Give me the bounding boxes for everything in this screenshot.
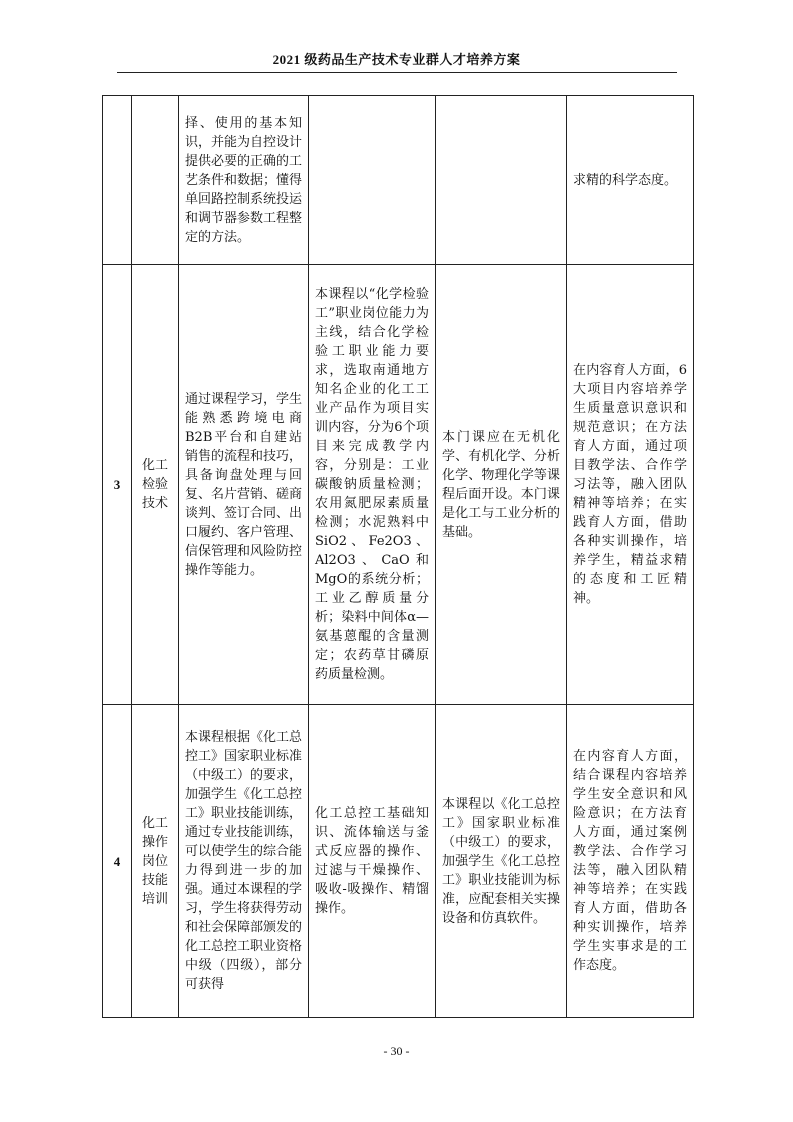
course-goal: 择、使用的基本知识，并能为自控设计提供必要的正确的工艺条件和数据；懂得单回路控制系统投运和调节器参数工程整定的方法。 <box>179 96 309 265</box>
course-goal: 本课程根据《化工总控工》国家职业标准（中级工）的要求，加强学生《化工总控工》职业技能训练，通过专业技能训练，可以使学生的综合能力得到进一步的加强。通过本课程的学习，学生将获得劳动和社会保障部颁发的化工总控工职业资格中级（四级），部分可获得 <box>179 705 309 1018</box>
course-content: 本课程以“化学检验工”职业岗位能力为主线，结合化学检验工职业能力要求，选取南通地方知名企业的化工工业产品作为项目实训内容，分为6个项目来完成教学内容，分别是：工业碳酸钠质量检测；农用氮肥尿素质量检测；水泥熟料中SiO2、Fe2O3、Al2O3、CaO和MgO的系统分析；工业乙醇质量分析；染料中间体α—氨基蒽醌的含量测定；农药草甘磷原药质量检测。 <box>309 265 436 705</box>
curriculum-table <box>102 95 694 1018</box>
course-number: 3 <box>103 265 132 705</box>
course-number: 4 <box>103 705 132 1018</box>
course-name: 化工操作岗位技能培训 <box>132 705 179 1018</box>
table-row <box>103 96 694 265</box>
header-divider <box>117 72 677 73</box>
ideological-education: 在内容育人方面，结合课程内容培养学生安全意识和风险意识；在方法育人方面，通过案例教学法、合作学习法等，融入团队精神等培养；在实践育人方面，借助各种实训操作，培养学生实事求是的工作态度。 <box>567 705 694 1018</box>
teaching-requirement: 本门课应在无机化学、有机化学、分析化学、物理化学等课程后面开设。本门课是化工与工业分析的基础。 <box>436 265 567 705</box>
ideological-education: 在内容育人方面，6大项目内容培养学生质量意识意识和规范意识；在方法育人方面，通过项目教学法、合作学习法等，融入团队精神等培养；在实践育人方面，借助各种实训操作，培养学生，精益求精的态度和工匠精神。 <box>567 265 694 705</box>
page-header-title: 2021 级药品生产技术专业群人才培养方案 <box>272 52 521 67</box>
course-content: 化工总控工基础知识、流体输送与釜式反应器的操作、过滤与干燥操作、吸收-吸操作、精馏操作。 <box>309 705 436 1018</box>
course-number <box>103 96 132 265</box>
teaching-requirement: 本课程以《化工总控工》国家职业标准（中级工）的要求，加强学生《化工总控工》职业技能训为标准，应配套相关实操设备和仿真软件。 <box>436 705 567 1018</box>
course-name <box>132 96 179 265</box>
table-row <box>103 265 694 705</box>
course-name: 化工检验技术 <box>132 265 179 705</box>
page-number: - 30 - <box>383 1044 410 1058</box>
ideological-education: 求精的科学态度。 <box>567 96 694 265</box>
course-goal: 通过课程学习，学生能熟悉跨境电商B2B平台和自建站销售的流程和技巧，具备询盘处理与回复、名片营销、磋商谈判、签订合同、出口履约、客户管理、信保管理和风险防控操作等能力。 <box>179 265 309 705</box>
course-content <box>309 96 436 265</box>
table-row <box>103 705 694 1018</box>
teaching-requirement <box>436 96 567 265</box>
